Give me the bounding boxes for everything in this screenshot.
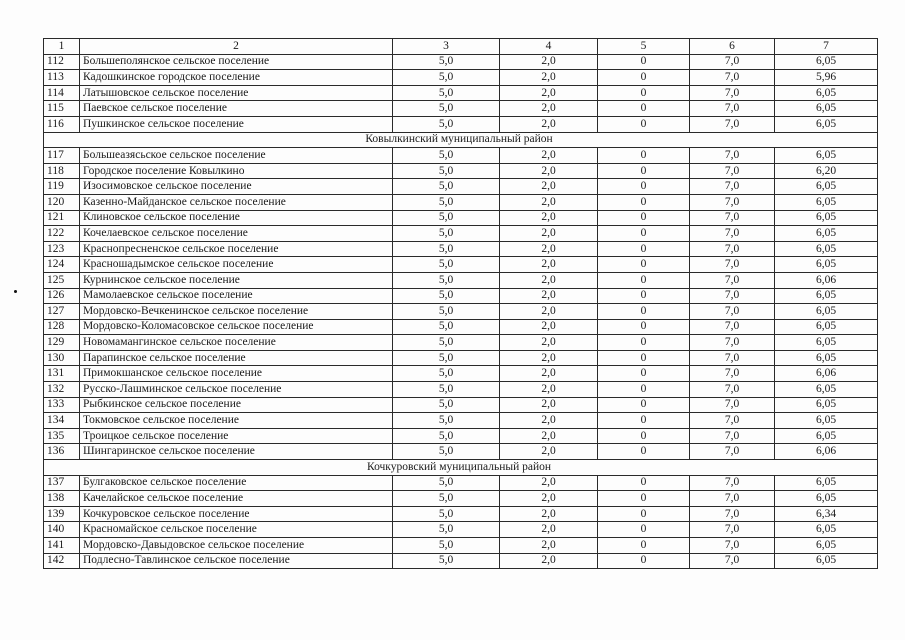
col-3-value: 5,0 [393, 85, 500, 101]
col-6-value: 7,0 [690, 179, 775, 195]
col-6-value: 7,0 [690, 272, 775, 288]
settlement-name: Большеазясьское сельское поселение [80, 148, 393, 164]
col-3-value: 5,0 [393, 179, 500, 195]
row-number: 132 [44, 382, 80, 398]
table-row [44, 475, 878, 491]
table-row [44, 163, 878, 179]
col-3-value: 5,0 [393, 319, 500, 335]
table-row [44, 428, 878, 444]
col-6-value: 7,0 [690, 257, 775, 273]
row-number: 120 [44, 194, 80, 210]
settlement-name: Кадошкинское городское поселение [80, 70, 393, 86]
col-7-value: 6,05 [775, 85, 878, 101]
row-number: 136 [44, 444, 80, 460]
col-3-value: 5,0 [393, 475, 500, 491]
col-3-value: 5,0 [393, 350, 500, 366]
col-3-value: 5,0 [393, 272, 500, 288]
col-3-value: 5,0 [393, 241, 500, 257]
col-4-value: 2,0 [500, 70, 598, 86]
table-row [44, 506, 878, 522]
col-4-value: 2,0 [500, 304, 598, 320]
row-number: 133 [44, 397, 80, 413]
col-6-value: 7,0 [690, 538, 775, 554]
col-4-value: 2,0 [500, 522, 598, 538]
col-4-value: 2,0 [500, 241, 598, 257]
col-4-value: 2,0 [500, 210, 598, 226]
col-7-value: 6,05 [775, 241, 878, 257]
col-3-value: 5,0 [393, 54, 500, 70]
col-4-value: 2,0 [500, 272, 598, 288]
row-number: 130 [44, 350, 80, 366]
header-cell-3: 3 [393, 39, 500, 55]
col-4-value: 2,0 [500, 553, 598, 569]
col-5-value: 0 [598, 70, 690, 86]
col-5-value: 0 [598, 428, 690, 444]
col-3-value: 5,0 [393, 366, 500, 382]
col-4-value: 2,0 [500, 116, 598, 132]
table-row [44, 54, 878, 70]
col-3-value: 5,0 [393, 116, 500, 132]
table-row [44, 241, 878, 257]
col-6-value: 7,0 [690, 304, 775, 320]
table-row [44, 522, 878, 538]
row-number: 140 [44, 522, 80, 538]
settlement-name: Клиновское сельское поселение [80, 210, 393, 226]
col-4-value: 2,0 [500, 366, 598, 382]
col-7-value: 6,05 [775, 522, 878, 538]
col-7-value: 6,05 [775, 491, 878, 507]
col-3-value: 5,0 [393, 257, 500, 273]
col-6-value: 7,0 [690, 350, 775, 366]
col-4-value: 2,0 [500, 85, 598, 101]
col-5-value: 0 [598, 382, 690, 398]
col-4-value: 2,0 [500, 350, 598, 366]
settlement-name: Мордовско-Вечкенинское сельское поселение [80, 304, 393, 320]
table-row [44, 444, 878, 460]
row-number: 139 [44, 506, 80, 522]
col-5-value: 0 [598, 241, 690, 257]
row-number: 119 [44, 179, 80, 195]
settlement-name: Городское поселение Ковылкино [80, 163, 393, 179]
table-row [44, 491, 878, 507]
header-row [44, 39, 878, 55]
col-6-value: 7,0 [690, 366, 775, 382]
col-3-value: 5,0 [393, 506, 500, 522]
col-7-value: 6,05 [775, 210, 878, 226]
col-6-value: 7,0 [690, 444, 775, 460]
col-6-value: 7,0 [690, 382, 775, 398]
row-number: 135 [44, 428, 80, 444]
col-6-value: 7,0 [690, 475, 775, 491]
table-row [44, 304, 878, 320]
col-5-value: 0 [598, 272, 690, 288]
table-row [44, 366, 878, 382]
col-3-value: 5,0 [393, 444, 500, 460]
col-5-value: 0 [598, 335, 690, 351]
col-3-value: 5,0 [393, 538, 500, 554]
col-5-value: 0 [598, 226, 690, 242]
col-7-value: 6,05 [775, 101, 878, 117]
col-7-value: 6,05 [775, 179, 878, 195]
settlement-name: Красномайское сельское поселение [80, 522, 393, 538]
row-number: 141 [44, 538, 80, 554]
col-3-value: 5,0 [393, 491, 500, 507]
col-4-value: 2,0 [500, 491, 598, 507]
col-3-value: 5,0 [393, 163, 500, 179]
table-row [44, 85, 878, 101]
col-3-value: 5,0 [393, 101, 500, 117]
col-6-value: 7,0 [690, 522, 775, 538]
table-row [44, 335, 878, 351]
settlement-name: Шингаринское сельское поселение [80, 444, 393, 460]
settlement-name: Красношадымское сельское поселение [80, 257, 393, 273]
col-6-value: 7,0 [690, 194, 775, 210]
header-cell-7: 7 [775, 39, 878, 55]
settlement-name: Парапинское сельское поселение [80, 350, 393, 366]
row-number: 114 [44, 85, 80, 101]
table-row [44, 101, 878, 117]
col-5-value: 0 [598, 194, 690, 210]
col-7-value: 6,05 [775, 428, 878, 444]
col-4-value: 2,0 [500, 101, 598, 117]
col-4-value: 2,0 [500, 226, 598, 242]
settlement-name: Паевское сельское поселение [80, 101, 393, 117]
col-3-value: 5,0 [393, 522, 500, 538]
col-7-value: 6,05 [775, 538, 878, 554]
table-row [44, 413, 878, 429]
col-3-value: 5,0 [393, 226, 500, 242]
row-number: 134 [44, 413, 80, 429]
col-6-value: 7,0 [690, 148, 775, 164]
col-6-value: 7,0 [690, 288, 775, 304]
col-4-value: 2,0 [500, 538, 598, 554]
table-row [44, 288, 878, 304]
settlement-name: Троицкое сельское поселение [80, 428, 393, 444]
col-4-value: 2,0 [500, 397, 598, 413]
row-number: 113 [44, 70, 80, 86]
table-row [44, 210, 878, 226]
col-4-value: 2,0 [500, 444, 598, 460]
col-7-value: 6,05 [775, 413, 878, 429]
row-number: 116 [44, 116, 80, 132]
row-number: 122 [44, 226, 80, 242]
row-number: 124 [44, 257, 80, 273]
col-5-value: 0 [598, 257, 690, 273]
header-cell-2: 2 [80, 39, 393, 55]
col-4-value: 2,0 [500, 194, 598, 210]
col-4-value: 2,0 [500, 506, 598, 522]
col-7-value: 6,05 [775, 304, 878, 320]
table-row [44, 538, 878, 554]
table-row [44, 148, 878, 164]
col-7-value: 6,05 [775, 226, 878, 242]
table-body [44, 39, 878, 569]
col-5-value: 0 [598, 366, 690, 382]
col-6-value: 7,0 [690, 70, 775, 86]
col-4-value: 2,0 [500, 475, 598, 491]
col-6-value: 7,0 [690, 506, 775, 522]
settlement-name: Курнинское сельское поселение [80, 272, 393, 288]
col-7-value: 6,05 [775, 319, 878, 335]
col-5-value: 0 [598, 210, 690, 226]
col-6-value: 7,0 [690, 553, 775, 569]
col-7-value: 6,05 [775, 382, 878, 398]
settlement-name: Мордовско-Давыдовское сельское поселение [80, 538, 393, 554]
col-4-value: 2,0 [500, 319, 598, 335]
header-cell-5: 5 [598, 39, 690, 55]
header-cell-6: 6 [690, 39, 775, 55]
col-5-value: 0 [598, 179, 690, 195]
settlement-name: Русско-Лашминское сельское поселение [80, 382, 393, 398]
col-7-value: 6,06 [775, 444, 878, 460]
table-row [44, 272, 878, 288]
col-5-value: 0 [598, 491, 690, 507]
col-4-value: 2,0 [500, 382, 598, 398]
row-number: 128 [44, 319, 80, 335]
header-cell-4: 4 [500, 39, 598, 55]
col-6-value: 7,0 [690, 54, 775, 70]
settlement-name: Подлесно-Тавлинское сельское поселение [80, 553, 393, 569]
row-number: 129 [44, 335, 80, 351]
col-7-value: 6,05 [775, 335, 878, 351]
col-4-value: 2,0 [500, 257, 598, 273]
table-row [44, 116, 878, 132]
col-7-value: 6,05 [775, 288, 878, 304]
col-6-value: 7,0 [690, 210, 775, 226]
col-7-value: 6,05 [775, 116, 878, 132]
district-title: Кочкуровский муниципальный район [44, 460, 878, 476]
settlement-name: Новомамангинское сельское поселение [80, 335, 393, 351]
col-5-value: 0 [598, 506, 690, 522]
col-5-value: 0 [598, 85, 690, 101]
row-number: 121 [44, 210, 80, 226]
col-3-value: 5,0 [393, 194, 500, 210]
col-7-value: 6,34 [775, 506, 878, 522]
col-5-value: 0 [598, 101, 690, 117]
col-5-value: 0 [598, 350, 690, 366]
col-3-value: 5,0 [393, 397, 500, 413]
settlement-name: Кочкуровское сельское поселение [80, 506, 393, 522]
col-3-value: 5,0 [393, 335, 500, 351]
col-7-value: 6,06 [775, 272, 878, 288]
col-7-value: 6,05 [775, 397, 878, 413]
row-number: 126 [44, 288, 80, 304]
col-6-value: 7,0 [690, 116, 775, 132]
col-5-value: 0 [598, 319, 690, 335]
row-number: 131 [44, 366, 80, 382]
scan-speck [14, 290, 17, 293]
col-4-value: 2,0 [500, 179, 598, 195]
settlement-name: Токмовское сельское поселение [80, 413, 393, 429]
settlement-name: Примокшанское сельское поселение [80, 366, 393, 382]
settlement-name: Кочелаевское сельское поселение [80, 226, 393, 242]
row-number: 138 [44, 491, 80, 507]
row-number: 117 [44, 148, 80, 164]
col-7-value: 6,05 [775, 553, 878, 569]
settlement-name: Качелайское сельское поселение [80, 491, 393, 507]
col-3-value: 5,0 [393, 304, 500, 320]
col-3-value: 5,0 [393, 382, 500, 398]
settlement-name: Изосимовское сельское поселение [80, 179, 393, 195]
col-6-value: 7,0 [690, 335, 775, 351]
col-6-value: 7,0 [690, 226, 775, 242]
col-5-value: 0 [598, 116, 690, 132]
col-6-value: 7,0 [690, 85, 775, 101]
settlement-name: Булгаковское сельское поселение [80, 475, 393, 491]
table-row [44, 70, 878, 86]
col-6-value: 7,0 [690, 241, 775, 257]
row-number: 112 [44, 54, 80, 70]
row-number: 125 [44, 272, 80, 288]
col-6-value: 7,0 [690, 428, 775, 444]
settlement-name: Пушкинское сельское поселение [80, 116, 393, 132]
col-6-value: 7,0 [690, 413, 775, 429]
col-4-value: 2,0 [500, 428, 598, 444]
settlements-table [43, 38, 878, 569]
col-7-value: 6,05 [775, 148, 878, 164]
col-5-value: 0 [598, 148, 690, 164]
col-7-value: 6,05 [775, 54, 878, 70]
col-4-value: 2,0 [500, 54, 598, 70]
settlement-name: Рыбкинское сельское поселение [80, 397, 393, 413]
col-6-value: 7,0 [690, 101, 775, 117]
col-4-value: 2,0 [500, 148, 598, 164]
settlement-name: Большеполянское сельское поселение [80, 54, 393, 70]
col-3-value: 5,0 [393, 210, 500, 226]
col-5-value: 0 [598, 538, 690, 554]
district-title: Ковылкинский муниципальный район [44, 132, 878, 148]
col-7-value: 6,05 [775, 257, 878, 273]
col-5-value: 0 [598, 397, 690, 413]
col-7-value: 6,06 [775, 366, 878, 382]
col-7-value: 6,05 [775, 475, 878, 491]
table-row [44, 350, 878, 366]
section-row [44, 132, 878, 148]
table-row [44, 226, 878, 242]
col-5-value: 0 [598, 163, 690, 179]
col-5-value: 0 [598, 54, 690, 70]
col-3-value: 5,0 [393, 413, 500, 429]
col-7-value: 6,20 [775, 163, 878, 179]
col-5-value: 0 [598, 553, 690, 569]
col-5-value: 0 [598, 304, 690, 320]
table-row [44, 257, 878, 273]
col-5-value: 0 [598, 288, 690, 304]
table-row [44, 397, 878, 413]
col-3-value: 5,0 [393, 428, 500, 444]
table-row [44, 194, 878, 210]
settlement-name: Казенно-Майданское сельское поселение [80, 194, 393, 210]
col-5-value: 0 [598, 444, 690, 460]
header-cell-1: 1 [44, 39, 80, 55]
row-number: 127 [44, 304, 80, 320]
row-number: 123 [44, 241, 80, 257]
col-7-value: 6,05 [775, 194, 878, 210]
row-number: 137 [44, 475, 80, 491]
col-3-value: 5,0 [393, 70, 500, 86]
col-6-value: 7,0 [690, 491, 775, 507]
col-3-value: 5,0 [393, 148, 500, 164]
col-4-value: 2,0 [500, 413, 598, 429]
row-number: 142 [44, 553, 80, 569]
col-4-value: 2,0 [500, 335, 598, 351]
col-6-value: 7,0 [690, 319, 775, 335]
col-5-value: 0 [598, 475, 690, 491]
col-7-value: 6,05 [775, 350, 878, 366]
col-3-value: 5,0 [393, 553, 500, 569]
col-3-value: 5,0 [393, 288, 500, 304]
col-4-value: 2,0 [500, 163, 598, 179]
settlement-name: Краснопресненское сельское поселение [80, 241, 393, 257]
row-number: 115 [44, 101, 80, 117]
col-5-value: 0 [598, 522, 690, 538]
col-6-value: 7,0 [690, 397, 775, 413]
table-row [44, 382, 878, 398]
section-row [44, 460, 878, 476]
col-7-value: 5,96 [775, 70, 878, 86]
col-6-value: 7,0 [690, 163, 775, 179]
table-row [44, 553, 878, 569]
settlement-name: Мамолаевское сельское поселение [80, 288, 393, 304]
settlement-name: Латышовское сельское поселение [80, 85, 393, 101]
col-4-value: 2,0 [500, 288, 598, 304]
row-number: 118 [44, 163, 80, 179]
settlement-name: Мордовско-Коломасовское сельское поселение [80, 319, 393, 335]
table-row [44, 319, 878, 335]
table-row [44, 179, 878, 195]
col-5-value: 0 [598, 413, 690, 429]
